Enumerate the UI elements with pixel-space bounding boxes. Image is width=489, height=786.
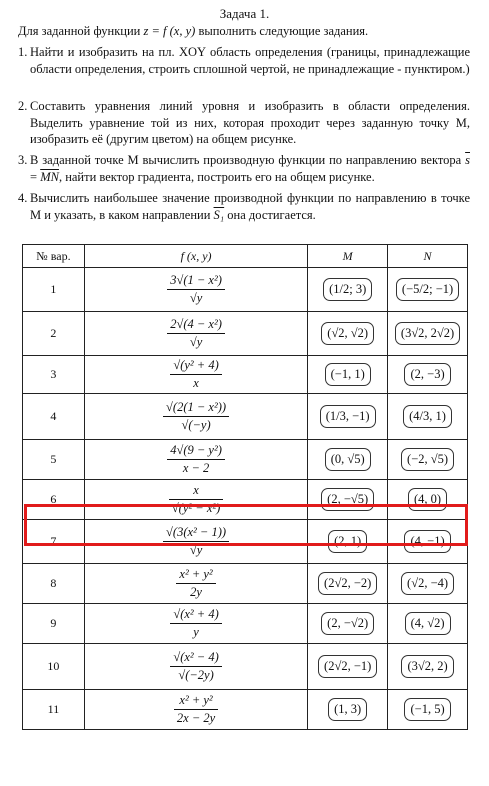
cell-point-m — [308, 604, 388, 644]
fraction-denominator: x — [193, 376, 199, 390]
cell-point-n — [388, 356, 468, 394]
task-text — [18, 152, 470, 185]
coordinate-value: (4, √2) — [405, 612, 451, 635]
cell-point-m — [308, 312, 388, 356]
fraction-denominator: √(−y) — [181, 418, 211, 432]
coordinate-value: (−1, 5) — [404, 698, 450, 721]
cell-point-n — [388, 690, 468, 730]
fraction-denominator: 2x − 2y — [176, 711, 216, 725]
cell-point-m — [308, 520, 388, 564]
fraction-numerator: √(x² + 4) — [170, 607, 221, 624]
fraction-denominator: √y — [189, 335, 203, 349]
fraction-denominator: y — [193, 625, 199, 639]
cell-point-m — [308, 644, 388, 690]
variants-table — [22, 244, 468, 730]
task-number: 1. — [18, 45, 28, 59]
coordinate-value: (2√2, −2) — [318, 572, 377, 595]
fraction-numerator: x² + y² — [174, 693, 218, 710]
function-fraction — [170, 358, 221, 391]
fraction-numerator: x² + y² — [176, 567, 215, 584]
fraction-numerator: √(x² − 4) — [170, 650, 221, 667]
cell-function — [84, 268, 307, 312]
function-fraction — [167, 317, 225, 350]
cell-point-n — [388, 604, 468, 644]
coordinate-value: (√2, √2) — [321, 322, 374, 345]
header-variant: № вар. — [23, 245, 85, 268]
header-point-n: N — [388, 245, 468, 268]
task-item-2 — [18, 98, 470, 148]
cell-function — [84, 312, 307, 356]
cell-variant: 11 — [23, 690, 85, 730]
fraction-numerator: 4√(9 − y²) — [167, 443, 225, 460]
table-row — [23, 520, 468, 564]
table-row — [23, 644, 468, 690]
table-row — [23, 480, 468, 520]
table-row — [23, 312, 468, 356]
cell-point-n — [388, 520, 468, 564]
cell-point-n — [388, 644, 468, 690]
task-text-after: она достигается. — [227, 207, 316, 222]
function-fraction — [176, 567, 215, 600]
fraction-denominator: √y — [189, 291, 203, 305]
cell-point-m — [308, 480, 388, 520]
coordinate-value: (0, √5) — [325, 448, 371, 471]
cell-variant: 3 — [23, 356, 85, 394]
function-fraction — [167, 273, 225, 306]
cell-function — [84, 480, 307, 520]
function-fraction — [170, 607, 221, 640]
cell-function — [84, 356, 307, 394]
function-fraction — [174, 693, 218, 726]
vector-s: $\overline{s}$ — [465, 153, 470, 167]
intro-formula: z = f (x, y) — [143, 24, 196, 38]
cell-point-n — [388, 268, 468, 312]
intro-suffix: выполнить следующие задания. — [198, 24, 369, 38]
cell-function — [84, 564, 307, 604]
task-number: 2. — [18, 99, 28, 113]
cell-variant: 9 — [23, 604, 85, 644]
cell-variant: 5 — [23, 440, 85, 480]
cell-point-m — [308, 440, 388, 480]
cell-function — [84, 520, 307, 564]
cell-point-n — [388, 480, 468, 520]
task-number: 3. — [18, 153, 28, 167]
function-fraction — [167, 443, 225, 476]
cell-point-m — [308, 394, 388, 440]
coordinate-value: (2√2, −1) — [318, 655, 377, 678]
table-row — [23, 440, 468, 480]
coordinate-value: (−1, 1) — [325, 363, 371, 386]
header-point-m: M — [308, 245, 388, 268]
task-number: 4. — [18, 191, 28, 205]
task-text-before: В заданной точке M вычислить производную функции по направлению вектора — [30, 153, 462, 167]
table-header-row — [23, 245, 468, 268]
cell-point-m — [308, 356, 388, 394]
coordinate-value: (3√2, 2) — [401, 655, 453, 678]
coordinate-value: (√2, −4) — [401, 572, 454, 595]
task-text: Составить уравнения линий уровня и изобразить в области определения. Выделить уравнение той из них, которая проходит через заданную точку M, изобразить её (другим цветом) на общем рисунке. — [30, 99, 470, 147]
task-item-4 — [18, 190, 470, 223]
fraction-numerator: √(3(x² − 1)) — [163, 525, 229, 542]
vector-s1: S₁ — [213, 207, 225, 222]
cell-function — [84, 394, 307, 440]
function-fraction — [169, 483, 223, 516]
cell-function — [84, 690, 307, 730]
coordinate-value: (4, −1) — [404, 530, 450, 553]
cell-point-n — [388, 394, 468, 440]
fraction-numerator: 2√(4 − x²) — [167, 317, 225, 334]
vector-mn: $\overline{MN}$ — [40, 169, 59, 184]
fraction-numerator: x — [169, 483, 223, 500]
cell-function — [84, 604, 307, 644]
cell-variant: 1 — [23, 268, 85, 312]
coordinate-value: (2, 1) — [328, 530, 367, 553]
fraction-numerator: √(y² + 4) — [170, 358, 221, 375]
task-text-after: , найти вектор градиента, построить его на общем рисунке. — [58, 169, 375, 184]
cell-variant: 8 — [23, 564, 85, 604]
cell-variant: 7 — [23, 520, 85, 564]
table-row — [23, 394, 468, 440]
table-row — [23, 690, 468, 730]
coordinate-value: (2, −√2) — [321, 612, 374, 635]
equals-sign: = — [30, 169, 38, 184]
cell-variant: 4 — [23, 394, 85, 440]
coordinate-value: (3√2, 2√2) — [395, 322, 460, 345]
table-row — [23, 268, 468, 312]
cell-function — [84, 644, 307, 690]
fraction-denominator: √y — [189, 543, 203, 557]
table-row — [23, 564, 468, 604]
coordinate-value: (4/3, 1) — [403, 405, 452, 428]
task-item-1 — [18, 44, 470, 77]
cell-function — [84, 440, 307, 480]
task-title: Задача 1. — [219, 6, 270, 21]
fraction-denominator: x − 2 — [182, 461, 210, 475]
intro-prefix: Для заданной функции — [18, 24, 141, 38]
coordinate-value: (−5/2; −1) — [396, 278, 459, 301]
coordinate-value: (2, −3) — [404, 363, 450, 386]
cell-variant: 6 — [23, 480, 85, 520]
coordinate-value: (1, 3) — [328, 698, 367, 721]
task-item-3 — [18, 152, 470, 185]
fraction-denominator: 2y — [190, 585, 202, 599]
function-fraction — [163, 400, 229, 433]
coordinate-value: (2, −√5) — [321, 488, 374, 511]
cell-variant: 10 — [23, 644, 85, 690]
coordinate-value: (−2, √5) — [401, 448, 454, 471]
coordinate-value: (4, 0) — [408, 488, 447, 511]
cell-variant: 2 — [23, 312, 85, 356]
cell-point-m — [308, 268, 388, 312]
cell-point-n — [388, 440, 468, 480]
function-fraction — [170, 650, 221, 683]
cell-point-n — [388, 564, 468, 604]
task-text-before: Вычислить наибольшее значение производной функции по направлению в точке M и указать, в каком направлении — [30, 191, 470, 222]
task-intro — [18, 24, 368, 39]
cell-point-m — [308, 564, 388, 604]
task-text: Найти и изобразить на пл. XOY область определения (границы, принадлежащие области определения, строить сплошной чертой, не принадлежащие - пунктиром.) — [30, 45, 470, 76]
cell-point-n — [388, 312, 468, 356]
table-row — [23, 604, 468, 644]
coordinate-value: (1/2; 3) — [323, 278, 372, 301]
fraction-denominator: √(y² − x²) — [171, 501, 221, 515]
header-function: f (x, y) — [84, 245, 307, 268]
cell-point-m — [308, 690, 388, 730]
function-fraction — [163, 525, 229, 558]
fraction-numerator: √(2(1 − x²)) — [163, 400, 229, 417]
task-text — [18, 190, 470, 223]
fraction-denominator: √(−2y) — [178, 668, 214, 682]
fraction-numerator: 3√(1 − x²) — [167, 273, 225, 290]
table-row — [23, 356, 468, 394]
coordinate-value: (1/3, −1) — [320, 405, 376, 428]
